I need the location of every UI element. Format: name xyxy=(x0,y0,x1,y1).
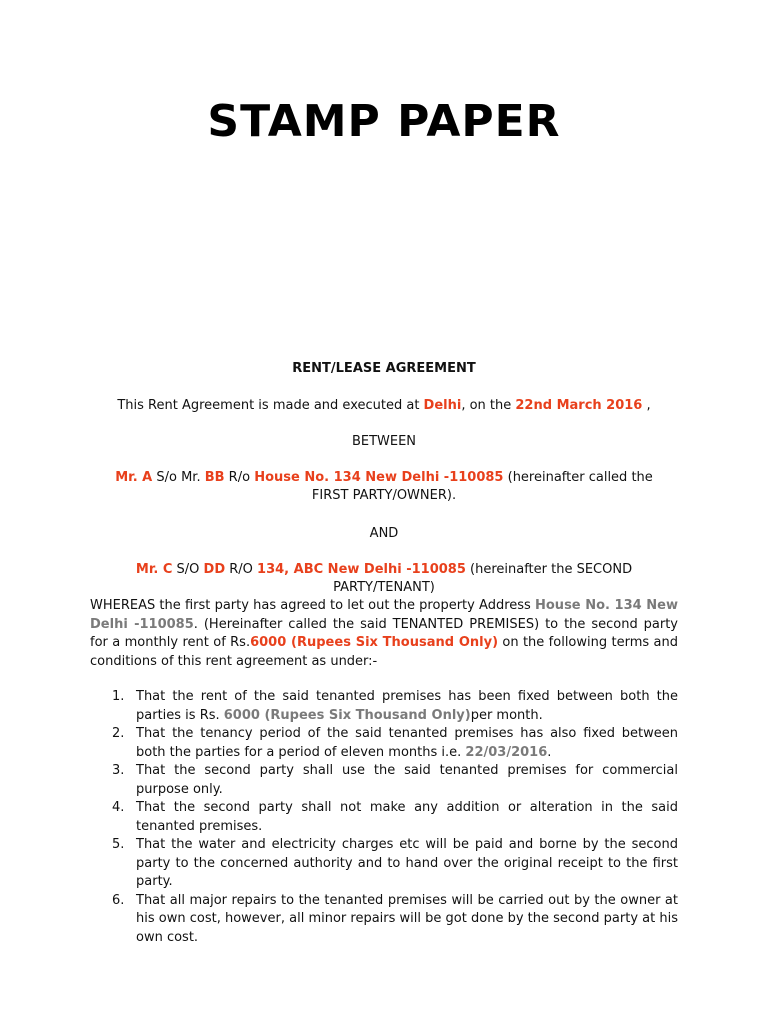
page-title: STAMP PAPER xyxy=(207,96,561,147)
whereas-paragraph xyxy=(90,597,678,671)
second-party-so: S/O xyxy=(172,562,204,577)
whereas-rent: 6000 (Rupees Six Thousand Only) xyxy=(250,635,499,650)
term-highlight: 6000 (Rupees Six Thousand Only) xyxy=(223,707,471,723)
first-party-address: House No. 134 New Delhi -110085 xyxy=(254,470,504,485)
term-text: That the rent of the said tenanted premises has been fixed between both the parties is Rs. xyxy=(136,689,678,723)
second-party-line xyxy=(90,561,678,597)
term-item xyxy=(90,892,678,948)
intro-date: 22nd March 2016 xyxy=(515,398,643,413)
term-text-post: per month. xyxy=(470,707,543,723)
term-text-post: . xyxy=(547,744,552,760)
first-party-ro: R/o xyxy=(224,470,255,485)
term-number: 2. xyxy=(112,726,125,741)
term-number: 6. xyxy=(112,892,125,908)
between-label: BETWEEN xyxy=(351,434,417,449)
second-party-name: Mr. C xyxy=(135,562,173,577)
first-party-line xyxy=(110,469,658,505)
term-text: That the second party shall use the said tenanted premises for commercial purpose only. xyxy=(136,763,678,797)
first-party-so: S/o Mr. xyxy=(152,470,205,485)
intro-post: , xyxy=(642,398,651,413)
and-label: AND xyxy=(369,526,399,541)
term-text: That the second party shall not make any addition or alteration in the said tenanted premises. xyxy=(136,800,678,834)
terms-list xyxy=(90,688,678,947)
whereas-pre: WHEREAS the first party has agreed to let out the property Address xyxy=(90,598,535,613)
term-number: 3. xyxy=(112,763,125,778)
term-number: 4. xyxy=(112,800,125,815)
term-item xyxy=(90,725,678,762)
term-highlight: 22/03/2016 xyxy=(465,744,548,760)
term-item xyxy=(90,799,678,836)
second-party-father: DD xyxy=(203,562,226,577)
second-party-address: 134, ABC New Delhi -110085 xyxy=(257,562,466,577)
intro-place: Delhi xyxy=(423,398,462,413)
term-text: That all major repairs to the tenanted premises will be carried out by the owner at his own cost, however, all minor repairs will be got done by the second party at his own cost. xyxy=(136,892,678,945)
second-party-ro: R/O xyxy=(225,562,258,577)
term-text: That the tenancy period of the said tenanted premises has also fixed between both the parties for a period of eleven months i.e. xyxy=(136,726,678,760)
intro-line xyxy=(90,397,678,415)
intro-pre: This Rent Agreement is made and executed at xyxy=(117,398,424,413)
first-party-post: (hereinafter called the FIRST PARTY/OWNER). xyxy=(311,470,653,503)
term-number: 5. xyxy=(112,837,125,852)
first-party-father: BB xyxy=(204,470,225,485)
whereas-mid: . (Hereinafter called the said TENANTED PREMISES) to the second party for a monthly rent of Rs. xyxy=(90,616,678,650)
term-number: 1. xyxy=(112,689,125,704)
agreement-heading: RENT/LEASE AGREEMENT xyxy=(292,361,476,376)
second-party-post: (hereinafter the SECOND PARTY/TENANT) xyxy=(333,562,633,595)
whereas-post: on the following terms and conditions of this rent agreement as under:- xyxy=(90,635,678,669)
first-party-name: Mr. A xyxy=(115,470,153,485)
term-item xyxy=(90,688,678,725)
whereas-address: House No. 134 New Delhi -110085 xyxy=(90,598,678,632)
term-text: That the water and electricity charges etc will be paid and borne by the second party to the concerned authority and to hand over the original receipt to the first party. xyxy=(136,837,678,889)
term-item xyxy=(90,762,678,799)
intro-mid: , on the xyxy=(461,398,516,413)
term-item xyxy=(90,836,678,892)
